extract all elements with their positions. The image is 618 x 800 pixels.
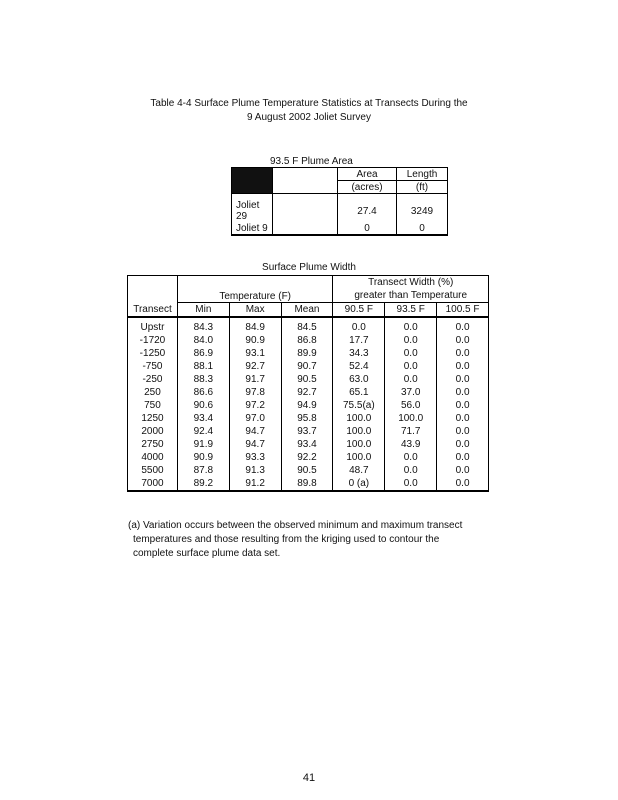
column-header: 90.5 F (333, 303, 385, 318)
table-cell: 0.0 (437, 412, 489, 425)
table-cell: 90.6 (177, 399, 229, 412)
column-header: 93.5 F (385, 303, 437, 318)
plume-width-body (128, 317, 489, 491)
table-row (128, 334, 489, 347)
table-cell: 100.0 (385, 412, 437, 425)
table-cell: 0.0 (385, 464, 437, 477)
table-row (128, 412, 489, 425)
table-cell: 63.0 (333, 373, 385, 386)
table-cell: -250 (128, 373, 178, 386)
table-cell: 93.7 (281, 425, 333, 438)
table-cell: 92.7 (281, 386, 333, 399)
title-line-1: Table 4-4 Surface Plume Temperature Statistics at Transects During the (150, 98, 468, 109)
table-cell: -1720 (128, 334, 178, 347)
table-cell: 87.8 (177, 464, 229, 477)
table-row (232, 222, 448, 235)
table-cell: 0.0 (437, 464, 489, 477)
table-cell: 90.9 (177, 451, 229, 464)
width-group-header-1: Transect Width (%) (333, 276, 489, 290)
table-cell: 100.0 (333, 451, 385, 464)
row-area: 27.4 (338, 194, 397, 223)
table-cell: 88.3 (177, 373, 229, 386)
table-cell: 0 (a) (333, 477, 385, 491)
table-cell: 1250 (128, 412, 178, 425)
table-cell: 0.0 (437, 451, 489, 464)
table-row (128, 373, 489, 386)
plume-area-caption: 93.5 F Plume Area (270, 156, 353, 167)
table-cell: 0.0 (437, 386, 489, 399)
table-cell: 0.0 (333, 317, 385, 334)
table-row (128, 360, 489, 373)
row-name: Joliet 9 (232, 222, 273, 235)
table-cell: 0.0 (385, 317, 437, 334)
table-cell: 0.0 (437, 347, 489, 360)
table-row (128, 451, 489, 464)
table-cell: 4000 (128, 451, 178, 464)
table-cell: 7000 (128, 477, 178, 491)
column-header: Max (229, 303, 281, 318)
row-spacer (273, 194, 338, 223)
row-length: 0 (397, 222, 448, 235)
table-cell: 93.4 (177, 412, 229, 425)
column-header: 100.5 F (437, 303, 489, 318)
table-cell: 100.0 (333, 412, 385, 425)
row-spacer (273, 222, 338, 235)
table-cell: 94.9 (281, 399, 333, 412)
table-cell: 90.7 (281, 360, 333, 373)
table-cell: 34.3 (333, 347, 385, 360)
table-cell: 84.9 (229, 317, 281, 334)
table-cell: 5500 (128, 464, 178, 477)
table-cell: 84.0 (177, 334, 229, 347)
table-cell: 0.0 (437, 373, 489, 386)
table-cell: 100.0 (333, 425, 385, 438)
table-cell: 91.9 (177, 438, 229, 451)
header-fill (232, 168, 273, 194)
table-cell: 84.5 (281, 317, 333, 334)
table-cell: 92.4 (177, 425, 229, 438)
table-cell: 91.7 (229, 373, 281, 386)
table-cell: 94.7 (229, 438, 281, 451)
table-cell: 0.0 (437, 360, 489, 373)
table-cell: 100.0 (333, 438, 385, 451)
column-header-row (128, 303, 489, 318)
footnote-line-1: (a) Variation occurs between the observed minimum and maximum transect (128, 520, 463, 531)
table-cell: 97.8 (229, 386, 281, 399)
area-unit: (acres) (338, 181, 397, 194)
table-cell: 17.7 (333, 334, 385, 347)
table-cell: 89.9 (281, 347, 333, 360)
table-cell: 2750 (128, 438, 178, 451)
table-cell: 52.4 (333, 360, 385, 373)
group-header-row-1 (128, 276, 489, 290)
table-row (128, 438, 489, 451)
plume-width-caption: Surface Plume Width (262, 262, 356, 273)
table-cell: Upstr (128, 317, 178, 334)
table-cell: 56.0 (385, 399, 437, 412)
table-cell: 37.0 (385, 386, 437, 399)
table-row (128, 425, 489, 438)
table-cell: 90.5 (281, 373, 333, 386)
table-cell: 48.7 (333, 464, 385, 477)
table-cell: 93.4 (281, 438, 333, 451)
table-cell: 84.3 (177, 317, 229, 334)
table-cell: 93.1 (229, 347, 281, 360)
table-cell: 0.0 (437, 399, 489, 412)
table-row (128, 464, 489, 477)
row-name: Joliet 29 (232, 194, 273, 223)
column-header: Transect (128, 303, 178, 318)
table-cell: -750 (128, 360, 178, 373)
table-row (128, 477, 489, 491)
table-cell: 91.2 (229, 477, 281, 491)
length-unit: (ft) (397, 181, 448, 194)
table-title (0, 97, 618, 125)
table-cell: 90.9 (229, 334, 281, 347)
table-cell: 90.5 (281, 464, 333, 477)
table-row (128, 399, 489, 412)
area-header: Area (338, 168, 397, 181)
row-length: 3249 (397, 194, 448, 223)
width-group-header-2: greater than Temperature (333, 289, 489, 303)
table-cell: 2000 (128, 425, 178, 438)
table-cell: 75.5(a) (333, 399, 385, 412)
table-cell: 86.8 (281, 334, 333, 347)
table-cell: 71.7 (385, 425, 437, 438)
plume-area-table (231, 167, 448, 236)
table-row (128, 317, 489, 334)
table-cell: 0.0 (385, 373, 437, 386)
footnote-line-3: complete surface plume data set. (133, 548, 281, 559)
table-cell: 97.0 (229, 412, 281, 425)
table-cell: 0.0 (385, 477, 437, 491)
table-cell: 750 (128, 399, 178, 412)
table-row (128, 347, 489, 360)
table-cell: 0.0 (437, 317, 489, 334)
table-cell: 0.0 (385, 347, 437, 360)
table-cell: 89.8 (281, 477, 333, 491)
table-cell: 0.0 (437, 438, 489, 451)
table-cell: 65.1 (333, 386, 385, 399)
table-cell: -1250 (128, 347, 178, 360)
table-cell: 0.0 (437, 334, 489, 347)
table-cell: 0.0 (437, 477, 489, 491)
column-header: Min (177, 303, 229, 318)
column-header: Mean (281, 303, 333, 318)
table-cell: 0.0 (385, 451, 437, 464)
length-header: Length (397, 168, 448, 181)
table-cell: 92.7 (229, 360, 281, 373)
table-cell: 94.7 (229, 425, 281, 438)
header-blank (273, 168, 338, 194)
row-area: 0 (338, 222, 397, 235)
table-cell: 89.2 (177, 477, 229, 491)
temperature-group-header: Temperature (F) (177, 276, 332, 303)
footnote (128, 519, 498, 561)
table-cell: 250 (128, 386, 178, 399)
table-cell: 0.0 (385, 334, 437, 347)
title-line-2: 9 August 2002 Joliet Survey (247, 112, 371, 123)
footnote-line-2: temperatures and those resulting from the kriging used to contour the (133, 534, 440, 545)
table-cell: 88.1 (177, 360, 229, 373)
table-cell: 0.0 (385, 360, 437, 373)
table-cell: 43.9 (385, 438, 437, 451)
table-cell: 0.0 (437, 425, 489, 438)
table-row (128, 386, 489, 399)
table-cell: 95.8 (281, 412, 333, 425)
page-number: 41 (302, 772, 316, 784)
transect-group-blank (128, 276, 178, 303)
plume-area-header-row (232, 168, 448, 181)
table-cell: 91.3 (229, 464, 281, 477)
table-row (232, 194, 448, 223)
table-cell: 86.6 (177, 386, 229, 399)
table-cell: 97.2 (229, 399, 281, 412)
table-cell: 93.3 (229, 451, 281, 464)
table-cell: 86.9 (177, 347, 229, 360)
table-cell: 92.2 (281, 451, 333, 464)
plume-width-table (127, 275, 489, 492)
